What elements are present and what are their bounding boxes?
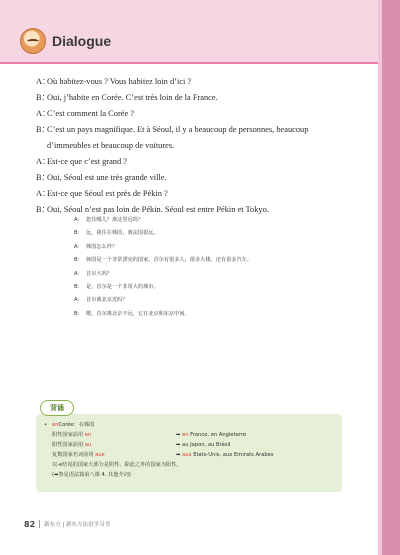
dialogue-text: Où habitez-vous ? Vous habitez loin d’ici ? — [47, 77, 192, 86]
translation-line — [74, 281, 334, 294]
translation-text: 远，我住在韩国，离法国很远。 — [86, 230, 159, 237]
speaker-label: B： — [36, 93, 50, 102]
speaker-label: A： — [74, 217, 83, 223]
translation-line — [74, 294, 334, 307]
dialogue-line — [36, 90, 356, 106]
arrow-right-icon: ➡ — [176, 432, 181, 438]
translation-line — [74, 254, 334, 267]
translation-text: 是，首尔是一个非常大的城市。 — [86, 284, 159, 291]
speaker-label: A： — [74, 270, 83, 277]
notes-row — [44, 440, 338, 450]
speaker-label: A： — [74, 243, 83, 250]
arrow-right-icon: ➡ — [176, 442, 181, 448]
section-header — [20, 28, 111, 54]
translation-text: 韩国是一个非常漂亮的国家，首尔有很多人，很多大楼，还有很多汽车。 — [86, 257, 253, 264]
dialogue-line — [36, 106, 356, 122]
section-title: Dialogue — [52, 33, 112, 49]
dialogue-text: Est-ce que c’est grand ? — [47, 157, 127, 166]
speaker-label: A： — [36, 189, 51, 198]
translation-block — [74, 214, 334, 321]
dialogue-text: Oui, Séoul n’est pas loin de Pékin. Séoul est entre Pékin et Tokyo. — [47, 205, 269, 214]
notes-row — [44, 450, 338, 460]
translation-line — [74, 227, 334, 240]
notes-reference: (➡参见语法篇第八课 4. 其他介词) — [52, 472, 131, 478]
arrow-right-icon: ➡ — [176, 452, 181, 458]
notes-intro-prefix: en — [52, 422, 59, 428]
page-number: 82 — [24, 519, 36, 529]
translation-text: 韩国怎么样？ — [86, 243, 118, 250]
translation-line — [74, 308, 334, 321]
dialogue-line — [36, 154, 356, 170]
notes-intro — [44, 420, 338, 430]
notes-content — [44, 420, 338, 480]
speaker-label: B： — [36, 125, 50, 134]
dialogue-text: C’est un pays magnifique. Et à Séoul, il y a beaucoup de personnes, beaucoup — [47, 125, 309, 134]
speaker-label: B： — [36, 173, 50, 182]
speaker-label: B： — [36, 205, 50, 214]
speaker-label: A： — [36, 77, 51, 86]
speaker-label: A： — [74, 297, 83, 304]
dialogue-text: Est-ce que Séoul est près de Pékin ? — [47, 189, 168, 198]
translation-line — [74, 214, 334, 227]
book-name: 新东方 | 新东方法语学习书 — [44, 522, 110, 528]
notes-rule: 阴性国家前用 en — [52, 432, 92, 438]
notes-rule-text: 以-e结尾的国家大部分是阴性，除此之外的国家为阳性。 — [52, 462, 182, 468]
translation-text: 首尔离北京近吗？ — [86, 297, 128, 304]
dialogue-text: Oui, j’habite en Corée. C’est très loin de la France. — [47, 93, 218, 102]
dialogue-text: C’est comment la Corée ? — [47, 109, 134, 118]
page-footer — [24, 518, 110, 530]
dialogue-line — [36, 74, 356, 90]
speaker-label: B： — [74, 310, 83, 317]
dialogue-continuation: d’immeubles et beaucoup de voitures. — [47, 141, 175, 150]
notes-rule: 阳性国家前用 au — [52, 442, 92, 448]
translation-line — [74, 268, 334, 281]
side-stripe-highlight — [378, 0, 382, 555]
speaker-label: B： — [74, 284, 83, 291]
footer-divider — [39, 520, 40, 528]
notes-tag: 背诵 — [40, 400, 74, 416]
translation-text: 嗯，首尔离北京不远，它在北京和东京中间。 — [86, 310, 190, 317]
bullet-icon: • — [44, 422, 48, 428]
speaker-label: A： — [36, 157, 51, 166]
dialogue-line — [36, 170, 356, 186]
notes-example: ➡ au Japon, au Brésil — [176, 442, 231, 448]
translation-text: 首尔大吗？ — [86, 270, 112, 277]
notes-example: ➡ aux Etats-Unis, aux Emirats Arabes — [176, 452, 274, 458]
speaker-label: B： — [74, 257, 83, 264]
speaker-label: B： — [74, 230, 83, 237]
dialogue-block — [36, 74, 356, 218]
notes-intro-text: Corée：在韩国 — [58, 422, 95, 428]
translation-line — [74, 241, 334, 254]
speaker-label: A： — [36, 109, 51, 118]
girl-mascot-icon — [20, 28, 46, 54]
dialogue-text: Oui, Séoul est une très grande ville. — [47, 173, 167, 182]
notes-example: ➡ en France, en Angleterre — [176, 432, 247, 438]
notes-row — [44, 430, 338, 440]
dialogue-line — [36, 186, 356, 202]
translation-text: 您住哪儿？离这里远吗？ — [86, 217, 144, 223]
notes-rule: 复数国家名词前用 aux — [52, 452, 105, 458]
dialogue-line — [36, 122, 356, 138]
